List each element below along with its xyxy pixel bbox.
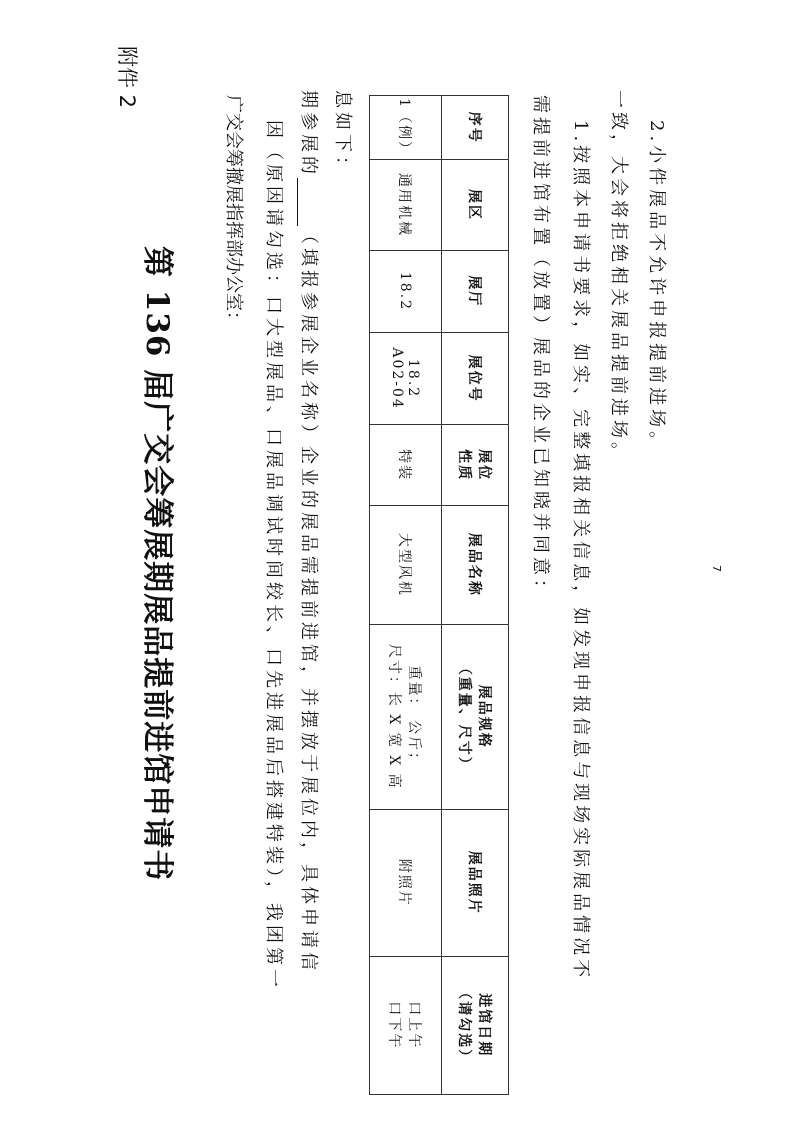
page-number: 7 bbox=[710, 565, 723, 572]
cell-date bbox=[370, 956, 442, 1094]
cell-spec-line-2: 尺寸：长 X 宽 X 高 bbox=[386, 643, 403, 790]
cell-no: 1（例） bbox=[370, 96, 442, 160]
header-nature-line-2: 性质 bbox=[456, 449, 472, 482]
paragraph-line-3: 息如下： bbox=[332, 90, 353, 178]
checkbox-afternoon[interactable]: 口下午 bbox=[386, 1001, 403, 1050]
cell-nature: 特装 bbox=[370, 425, 442, 506]
header-no: 序号 bbox=[442, 96, 509, 160]
header-photo: 展品照片 bbox=[442, 809, 509, 956]
attachment-label: 附件 2 bbox=[115, 46, 139, 109]
note-1-line-2: 一致，大会将拒绝相关展品提前进场。 bbox=[608, 90, 629, 464]
table-row bbox=[370, 96, 442, 1095]
header-date-line-1: 进馆日期 bbox=[476, 993, 492, 1058]
cell-photo: 附照片 bbox=[370, 809, 442, 956]
application-table bbox=[369, 95, 509, 1095]
cell-spec-line-1: 重量： 公斤； bbox=[406, 665, 423, 768]
cell-hall: 18.2 bbox=[370, 250, 442, 332]
cell-spec bbox=[370, 624, 442, 809]
header-zone: 展区 bbox=[442, 160, 509, 250]
addressee: 广交会筹撤展指挥部办公室： bbox=[223, 95, 244, 329]
note-1-line-1: 1.按照本申请书要求，如实、完整填报相关信息，如发现申报信息与现场实际展品情况不 bbox=[570, 120, 591, 982]
paragraph-line-2-suffix: （填报参展企业名称）企业的展品需提前进馆，并摆放于展位内，具体申请信 bbox=[298, 226, 319, 974]
header-date bbox=[442, 956, 509, 1094]
header-spec-line-2: （重量、尺寸） bbox=[456, 660, 472, 773]
note-2: 2.小件展品不允许申报提前进场。 bbox=[646, 120, 667, 454]
table-header-row bbox=[442, 96, 509, 1095]
checkbox-morning[interactable]: 口上午 bbox=[406, 1001, 423, 1050]
header-hall: 展厅 bbox=[442, 250, 509, 332]
company-name-blank[interactable] bbox=[297, 178, 316, 226]
header-spec-line-1: 展品规格 bbox=[476, 684, 492, 749]
header-nature bbox=[442, 425, 509, 506]
cell-name: 大型风机 bbox=[370, 506, 442, 625]
cell-booth bbox=[370, 333, 442, 425]
header-date-line-2: （请勾选） bbox=[456, 985, 472, 1066]
paragraph-line-2 bbox=[297, 90, 323, 974]
header-nature-line-1: 展位 bbox=[476, 449, 492, 482]
paragraph-line-2-prefix: 期参展的 bbox=[298, 90, 319, 178]
header-name: 展品名称 bbox=[442, 506, 509, 625]
paragraph-line-1: 因（原因请勾选：口大型展品、口展品调试时间较长、口先进展品后搭建特装），我团第一 bbox=[263, 120, 284, 991]
cell-zone: 通用机械 bbox=[370, 160, 442, 250]
header-booth: 展位号 bbox=[442, 333, 509, 425]
cell-booth-line-1: 18.2 bbox=[405, 359, 422, 399]
note-intro: 需提前进馆布置（放置）展品的企业已知晓并同意： bbox=[530, 95, 551, 601]
cell-booth-line-2: A02-04 bbox=[389, 347, 406, 410]
page-title: 第 136 届广交会筹展期展品提前进馆申请书 bbox=[139, 246, 175, 882]
header-spec bbox=[442, 624, 509, 809]
